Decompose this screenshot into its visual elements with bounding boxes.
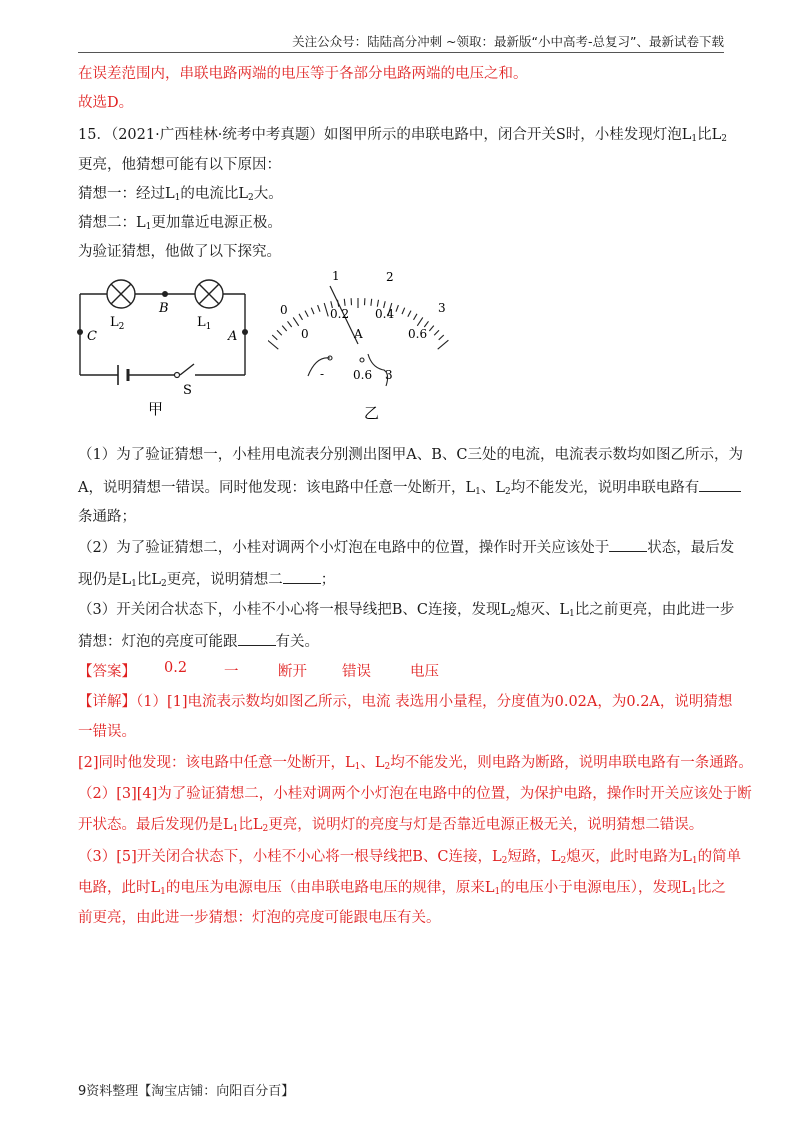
caption-jia: 甲	[148, 400, 164, 418]
scale-tick	[311, 308, 314, 314]
answer-1: 0.2	[164, 660, 188, 676]
caption-yi: 乙	[364, 404, 380, 422]
label-s: S	[183, 383, 192, 398]
part-one-line3: 条通路；	[78, 509, 136, 525]
page-footer	[78, 1080, 294, 1099]
part-two-line1: （2）为了验证猜想二，小桂对调两个小灯泡在电路中的位置，操作时开关应该处于 状态，最后发	[78, 537, 734, 558]
question-intro-cont: 更亮，他猜想可能有以下原因：	[78, 157, 281, 173]
switch-pivot	[175, 373, 180, 378]
answer-label: 【答案】	[78, 664, 136, 680]
scale-tick	[324, 303, 328, 316]
label-l1: $L_1$	[197, 315, 212, 332]
footer-text: 资料整理【淘宝店铺：向阳百分百】	[86, 1084, 295, 1099]
blank-paths	[699, 477, 741, 492]
detail-line8: 前更亮，由此进一步猜想：灯泡的亮度可能跟电压有关。	[78, 910, 441, 926]
part-one-line2: A，说明猜想一错误。同时他发现：该电路中任意一处断开，$L_1$、$L_2$均不能发光，说明串联电路有	[78, 477, 741, 498]
scale-tick	[299, 314, 303, 320]
scale-tick	[439, 335, 444, 340]
scale-tick	[434, 330, 439, 335]
detail-line4: （2）[3][4]为了验证猜想二，小桂对调两个小灯泡在电路中的位置，为保护电路，操作时开关应该处于断	[78, 786, 752, 802]
lower-tick-0: 0	[301, 327, 309, 341]
scale-tick	[438, 340, 449, 349]
guess-one: 猜想一：经过$L_1$的电流比$L_2$大。	[78, 186, 283, 203]
scale-tick	[414, 314, 418, 320]
lower-tick-06: 0.6	[408, 327, 428, 341]
upper-tick-1: 1	[332, 269, 340, 283]
scale-tick	[396, 305, 398, 312]
detail-line5: 开状态。最后发现仍是$L_1$比$L_2$更亮，说明灯的亮度与灯是否靠近电源正极无关，说明猜想二错误。	[78, 817, 704, 834]
scale-tick	[293, 317, 299, 325]
part-two-line2: 现仍是$L_1$比$L_2$更亮，说明猜想二 ；	[78, 569, 335, 590]
verify-text: 为验证猜想，他做了以下探究。	[78, 244, 281, 260]
guess-two: 猜想二：$L_1$更加靠近电源正极。	[78, 215, 282, 232]
prev-answer-text: 在误差范围内，串联电路两端的电压等于各部分电路两端的电压之和。	[78, 66, 528, 82]
ammeter-diagram	[268, 266, 458, 426]
detail-line3: [2]同时他发现：该电路中任意一处断开，$L_1$、$L_2$均不能发光，则电路为断路，说明串联电路有一条通路。	[78, 755, 753, 772]
terminal-06: 0.6	[353, 368, 373, 382]
scale-tick	[272, 335, 277, 340]
upper-tick-0: 0	[280, 303, 288, 317]
answer-5: 电压	[410, 664, 439, 680]
answer-4: 错误	[342, 664, 371, 680]
detail-line6: （3）[5]开关闭合状态下，小桂不小心将一根导线把B、C连接，$L_2$短路，$L_2$熄灭，此时电路为$L_1$的简单	[78, 849, 742, 866]
blank-brightness	[238, 631, 276, 646]
lower-tick-04: 0.4	[375, 307, 395, 321]
label-b: B	[159, 301, 169, 316]
part-three-line1: （3）开关闭合状态下，小桂不小心将一根导线把B、C连接，发现$L_2$熄灭、$L_1$比之前更亮，由此进一步	[78, 602, 735, 619]
blank-guess-two	[283, 569, 321, 584]
point-b-dot	[162, 291, 168, 297]
scale-tick	[402, 308, 405, 314]
scale-tick	[408, 311, 411, 317]
unit-a: A	[354, 327, 363, 341]
label-l2: $L_2$	[110, 315, 125, 332]
scale-tick	[282, 326, 287, 331]
label-c: C	[87, 329, 97, 344]
page-header: 关注公众号：陆陆高分冲刺 ~领取：最新版“小中高考-总复习”、最新试卷下载	[78, 34, 724, 53]
page-number: 9	[78, 1084, 87, 1099]
scale-tick	[288, 321, 292, 327]
scale-tick	[371, 299, 372, 306]
circuit-diagram	[70, 270, 260, 420]
detail-line2: 一错误。	[78, 724, 136, 740]
scale-tick	[429, 326, 434, 331]
detail-line1: 【详解】（1）[1]电流表示数均如图乙所示，电流 表选用小量程，分度值为0.02A，为0.2A，说明猜想	[78, 694, 733, 710]
point-a-dot	[242, 329, 248, 335]
lower-tick-02: 0.2	[330, 307, 350, 321]
scale-tick	[277, 330, 282, 335]
part-one-line1: （1）为了验证猜想一，小桂用电流表分别测出图甲A、B、C三处的电流，电流表示数均如图乙所示，为	[78, 447, 743, 463]
answer-3: 断开	[278, 664, 307, 680]
question-intro: 15．（2021·广西桂林·统考中考真题）如图甲所示的串联电路中，闭合开关S时，小桂发现灯泡$L_1$比$L_2$	[78, 127, 727, 144]
blank-switch-state	[609, 537, 647, 552]
scale-tick	[268, 340, 278, 349]
scale-tick	[344, 299, 345, 306]
answer-2: 一	[224, 664, 239, 680]
terminal-neg: -	[320, 367, 325, 381]
label-a: A	[228, 329, 238, 344]
upper-tick-2: 2	[386, 270, 394, 284]
scale-tick	[377, 300, 378, 307]
detail-line7: 电路，此时$L_1$的电压为电源电压（由串联电路电压的规律，原来$L_1$的电压小于电源电压），发现$L_1$比之	[78, 880, 726, 897]
prev-answer-choice: 故选D。	[78, 95, 134, 111]
upper-tick-3: 3	[438, 301, 446, 315]
scale-tick	[417, 317, 423, 325]
terminal-3: 3	[385, 368, 393, 382]
scale-tick	[318, 305, 320, 312]
scale-tick	[305, 311, 308, 317]
part-three-line2: 猜想：灯泡的亮度可能跟 有关。	[78, 631, 319, 652]
point-c-dot	[77, 329, 83, 335]
